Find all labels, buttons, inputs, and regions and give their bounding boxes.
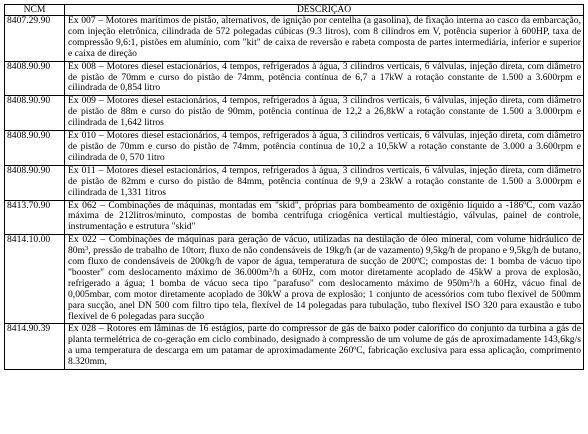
ncm-code: 8414.90.39	[5, 324, 65, 370]
table-row	[5, 200, 584, 235]
ncm-code: 8407.29.90	[5, 16, 65, 62]
description	[65, 235, 584, 324]
description-part: Ex 022 – Combinações de máquinas para geração de vácuo, utilizadas na destilação de óleo mineral, com volume hidráulico de 80m	[68, 234, 581, 257]
header-descricao: DESCRIÇÃO	[65, 5, 584, 16]
table-row	[5, 61, 584, 96]
ncm-code: 8408.90.90	[5, 61, 65, 96]
superscript-cubed: 3	[268, 266, 273, 274]
ncm-table	[4, 4, 584, 370]
table-header-row	[5, 5, 584, 16]
header-ncm: NCM	[5, 5, 65, 16]
table-row	[5, 324, 584, 370]
description: Ex 011 – Motores diesel estacionários, 4 tempos, refrigerados à água, 3 cilindros verticais, 6 válvulas, injeção direta, com diâmetro de pistão de 82mm e curso do pistão de 84mm, potência contínua de 9,9 a 23kW a rotação constante de 1.500 a 3.000rpm e cilindrada de 1,331 1itros	[65, 165, 584, 200]
table-row	[5, 96, 584, 131]
description-part: , pressão de trabalho de 10torr, fluxo de não condensáveis de 19kg/h (ar de vazamento) 9,5kg/h de propano e 9,5kg/h de butano, com fluxo de condensáveis de 200kg/h de vapor de água, temperatura de sucção de 200ºC; compostas de: 1 bomba de vácuo tipo "booster" com deslocamento máximo de 36.000m	[68, 245, 581, 278]
description: Ex 028 – Rotores em lâminas de 16 estágios, parte do compressor de gás de baixo poder calorífico do conjunto da turbina a gás de planta termelétrica de co-geração em ciclo combinado, designado à compressão de um volume de gás de aproximadamente 143,6kg/s a uma temperatura de descarga em um patamar de aproximadamente 260ºC, fabricação exclusiva para essa aplicação, comprimento 8.320mm,	[65, 324, 584, 370]
table-row	[5, 16, 584, 62]
description-part: /h a 60Hz, vácuo final de 0,005mbar, com motor diretamente acoplado de 30kW a prova de explosão; 1 conjunto de acessórios com tubo flexível de 500mm para sucção, anel DN 500 com filtro tipo tela, flexível de 14 polegadas para tubulação, tubo flexível ISO 320 para exaustão e tubo flexível de 6 polegadas para sucção	[68, 277, 581, 322]
table-row	[5, 235, 584, 324]
description: Ex 007 – Motores marítimos de pistão, alternativos, de ignição por centelha (a gasolina), de fixação interna ao casco da embarcação, com injeção eletrônica, cilindrada de 572 polegadas cúbicas (9.3 litros), com 8 cilindros em V, potência superior à 600HP, taxa de compressão 9,6:1, pistões em alumínio, com "kit" de caixa de reversão e rabeta composta de partes intermediária, inferior e superior e caixa de direção	[65, 16, 584, 62]
ncm-code: 8413.70.90	[5, 200, 65, 235]
description: Ex 010 – Motores diesel estacionários, 4 tempos, refrigerados à água, 3 cilindros verticais, 6 válvulas, injeção direta, com diâmetro de pistão de 70mm e curso do pistão de 74mm, potência contínua de 10,2 a 10,5kW a rotação constante de 3.000 a 3.600rpm e cilindrada de 0, 570 1itro	[65, 131, 584, 166]
ncm-code: 8408.90.90	[5, 131, 65, 166]
superscript-cubed: 3	[85, 245, 89, 253]
description: Ex 008 – Motores diesel estacionários, 4 tempos, refrigerados à água, 3 cilindros verticais, 6 válvulas, injeção direta, com diâmetro de pistão de 70mm e curso do pistão de 74mm, potência contínua de 6,7 a 17kW a rotação constante de 1.500 a 3.600rpm e cilindrada de 0,854 litro	[65, 61, 584, 96]
table-row	[5, 165, 584, 200]
superscript-cubed: 3	[469, 277, 473, 285]
ncm-code: 8414.10.00	[5, 235, 65, 324]
description-part: /h a 60Hz, com motor diretamente acoplado de 45kW a prova de explosão, refrigerado a água; 1 bomba de vácuo seca tipo "parafuso" com deslocamento máximo de 950m	[68, 266, 581, 289]
ncm-code: 8408.90.90	[5, 96, 65, 131]
description: Ex 009 – Motores diesel estacionários, 4 tempos, refrigerados à água, 3 cilindros verticais, 6 válvulas, injeção direta, com diâmetro de pistão de 88m e curso do pistão de 90mm, potência contínua de 12,2 a 26,8kW a rotação constante de 1.500 a 3.000rpm e cilindrada de 1,642 litros	[65, 96, 584, 131]
ncm-code: 8408.90.90	[5, 165, 65, 200]
description: Ex 062 – Combinações de máquinas, montadas em "skid", próprias para bombeamento de oxigênio líquido a -186ºC, com vazão máxima de 212litros/minuto, compostas de bomba centrífuga criogênica vertical multiestágio, válvulas, painel de controle, instrumentação e estrutura "skid"	[65, 200, 584, 235]
table-row	[5, 131, 584, 166]
